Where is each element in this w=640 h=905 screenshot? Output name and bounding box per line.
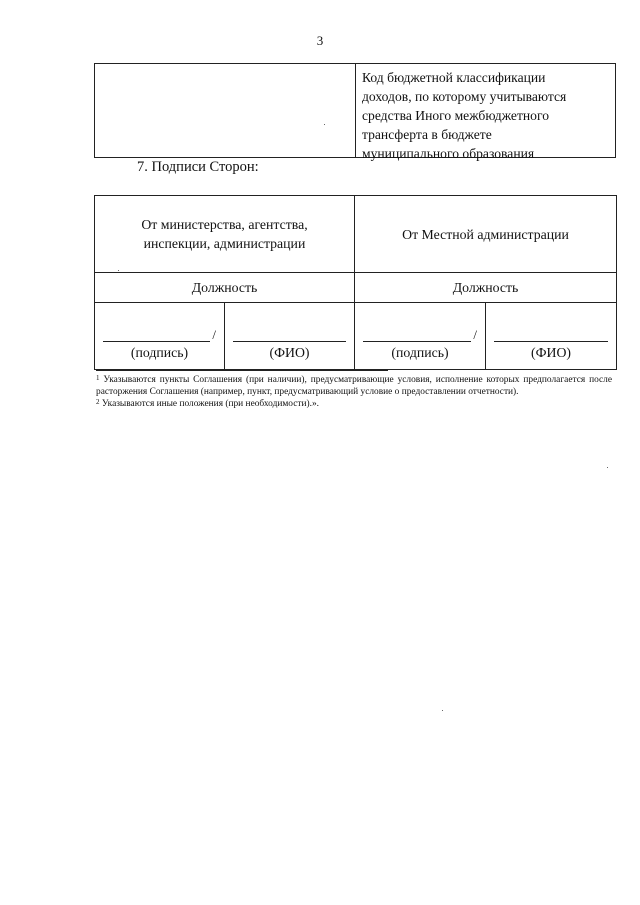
empty-table-cell xyxy=(95,64,356,157)
slash-separator: / xyxy=(212,327,216,342)
name-line xyxy=(494,341,608,342)
signature-line xyxy=(363,341,471,342)
signature-line xyxy=(103,341,210,342)
budget-code-line: трансферта в бюджете xyxy=(362,127,492,142)
footnote-text: Указываются пункты Соглашения (при наличии), предусматривающие условия, исполнение которых предполагается после расторжения Соглашения (например, пункт, предусматривающий условие о предоставлении отчетности). xyxy=(96,375,613,397)
name-caption: (ФИО) xyxy=(530,345,572,360)
administration-position-label: Должность xyxy=(355,273,617,303)
budget-code-table xyxy=(94,63,616,161)
local-administration-header: От Местной администрации xyxy=(355,196,617,273)
administration-name-cell xyxy=(486,303,617,370)
ministry-party-line: инспекции, администрации xyxy=(143,236,306,251)
ministry-signature-cell xyxy=(95,303,225,370)
budget-code-cell xyxy=(356,64,615,161)
footnote-2 xyxy=(96,398,612,410)
footnote-marker: 1 xyxy=(96,374,100,382)
ministry-party-line: От министерства, агентства, xyxy=(141,217,308,232)
budget-code-line: доходов, по которому учитываются xyxy=(362,89,567,104)
footnote-text: Указываются иные положения (при необходимости).». xyxy=(101,399,319,409)
section-heading: 7. Подписи Сторон: xyxy=(137,159,259,175)
slash-separator: / xyxy=(473,327,477,342)
footnote-separator xyxy=(96,370,388,371)
signatures-table xyxy=(94,195,617,370)
name-line xyxy=(233,341,346,342)
footnote-1 xyxy=(96,374,612,398)
ministry-position-label: Должность xyxy=(95,273,355,303)
page-number: 3 xyxy=(316,33,324,48)
footnotes xyxy=(96,374,612,410)
signature-caption: (подпись) xyxy=(130,345,189,360)
name-caption: (ФИО) xyxy=(269,345,310,360)
scan-speck xyxy=(442,710,443,711)
scan-speck xyxy=(607,467,608,468)
footnote-marker: 2 xyxy=(96,398,100,406)
budget-code-line: средства Иного межбюджетного xyxy=(362,108,550,123)
administration-signature-cell xyxy=(355,303,486,370)
budget-code-line: Код бюджетной классификации xyxy=(362,70,546,85)
ministry-name-cell xyxy=(225,303,355,370)
scan-speck xyxy=(118,270,119,271)
ministry-party-header xyxy=(95,196,355,273)
scan-speck xyxy=(324,124,325,125)
signature-caption: (подпись) xyxy=(391,345,449,360)
budget-code-line: муниципального образования xyxy=(362,146,535,161)
